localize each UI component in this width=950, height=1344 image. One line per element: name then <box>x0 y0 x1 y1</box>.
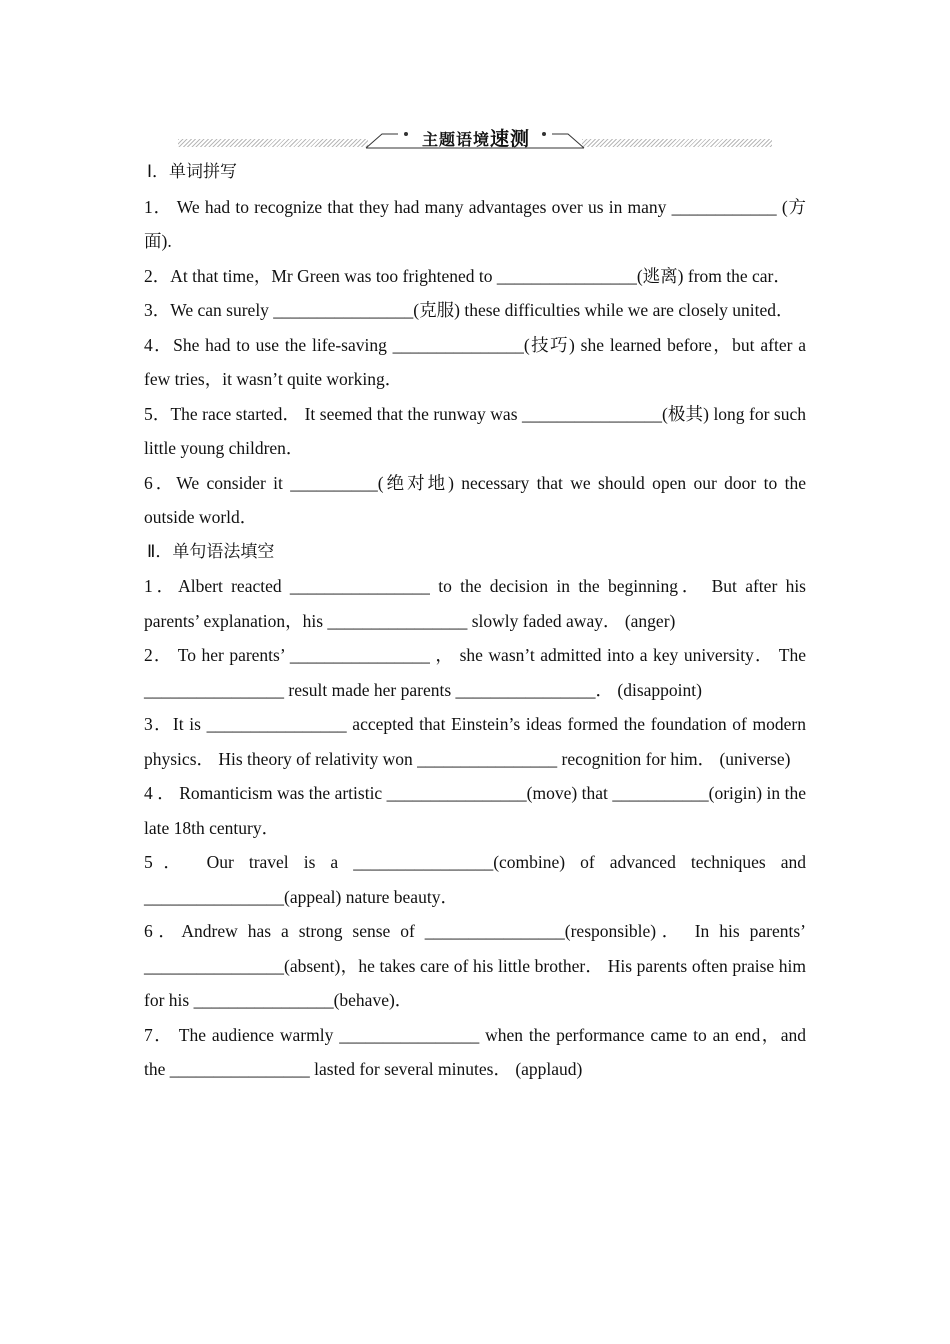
question-2-6: 6．Andrew has a strong sense of ________________(responsible)． In his parents’ ________________(absent)，he takes care of his little brother． His parents often praise him for his ________________(behave)． <box>144 921 806 1010</box>
banner-title <box>414 124 538 151</box>
question-1-4: 4．She had to use the life-saving _______________(技巧) she learned before，but after a few tries，it wasn’t quite working． <box>144 334 806 389</box>
question-1-3: 3．We can surely ________________(克服) these difficulties while we are closely united． <box>144 300 794 320</box>
question-2-3: 3．It is ________________ accepted that Einstein’s ideas formed the foundation of modern physics． His theory of relativity won ________________ recognition for him． (universe) <box>144 714 806 769</box>
section-2-heading: Ⅱ．单句语法填空 <box>147 541 275 562</box>
question-1-5: 5．The race started． It seemed that the runway was ________________(极其) long for such little young children． <box>144 403 806 458</box>
banner-title-small: 主题语境 <box>421 130 490 149</box>
section-1-heading: Ⅰ．单词拼写 <box>147 162 238 182</box>
question-2-5: 5． Our travel is a ________________(combine) of advanced techniques and ________________(appeal) nature beauty． <box>144 852 806 907</box>
banner-hatch-right <box>582 139 772 147</box>
question-2-4: 4 ． Romanticism was the artistic ________________(move) that ___________(origin) in the late 18th century． <box>144 783 806 838</box>
banner-hatch-left <box>178 139 368 147</box>
banner-title-big: 速测 <box>490 128 531 150</box>
exercise-content <box>144 155 806 1087</box>
section-banner <box>178 120 772 150</box>
question-2-1: 1．Albert reacted ________________ to the decision in the beginning． But after his parents’ explanation，his ________________ slowly faded away． (anger) <box>144 576 806 631</box>
question-2-2: 2． To her parents’ ________________ ， she wasn’t admitted into a key university． The ________________ result made her parents ________________． (disappoint) <box>144 645 806 700</box>
question-2-7: 7． The audience warmly ________________ when the performance came to an end，and the ________________ lasted for several minutes． (applaud) <box>144 1024 806 1079</box>
question-1-1: 1． We had to recognize that they had many advantages over us in many ____________ (方面). <box>144 196 806 251</box>
question-1-6: 6．We consider it __________(绝对地) necessary that we should open our door to the outside world． <box>144 472 806 527</box>
question-1-2: 2．At that time，Mr Green was too frightened to ________________(逃离) from the car． <box>144 265 791 286</box>
